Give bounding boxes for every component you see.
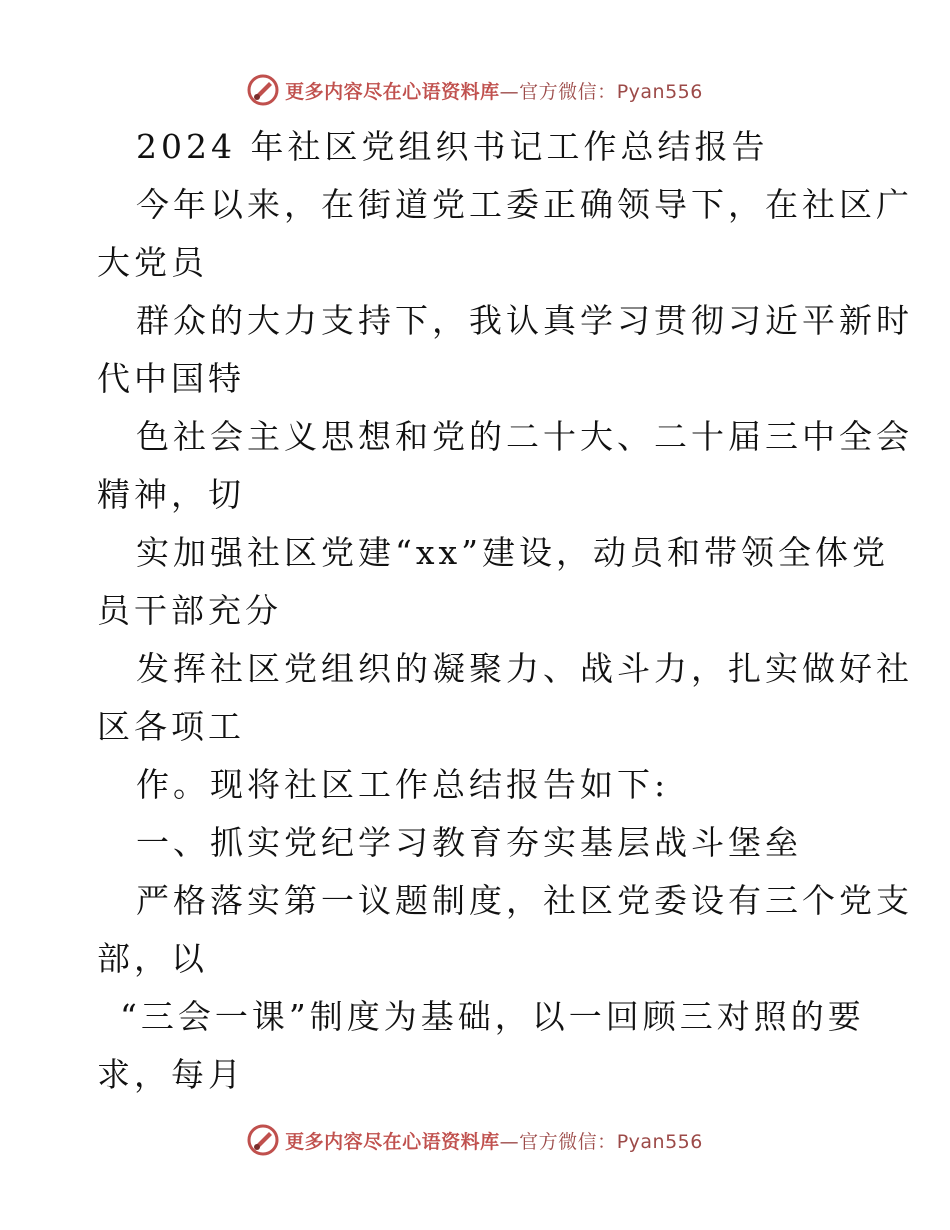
paragraph-line: “三会一课”制度为基础，以一回顾三对照的要 <box>120 997 865 1036</box>
paragraph-line: 色社会主义思想和党的二十大、二十届三中全会 <box>136 417 913 456</box>
library-logo-icon <box>247 1124 279 1156</box>
paragraph-line: 作。现将社区工作总结报告如下: <box>136 765 670 804</box>
watermark-wechat-id: Pyan556 <box>616 80 703 103</box>
paragraph-line: 员干部充分 <box>97 591 282 630</box>
paragraph-line: 精神，切 <box>97 475 245 514</box>
paragraph-line: 求，每月 <box>97 1055 245 1094</box>
paragraph-line: 群众的大力支持下，我认真学习贯彻习近平新时 <box>136 301 913 340</box>
document-title: 2024 年社区党组织书记工作总结报告 <box>136 127 769 166</box>
watermark-text <box>285 1127 703 1154</box>
section-heading: 一、抓实党纪学习教育夯实基层战斗堡垒 <box>136 823 802 862</box>
paragraph-line: 严格落实第一议题制度，社区党委设有三个党支 <box>136 881 913 920</box>
watermark-wechat-label: 官方微信： <box>519 80 617 103</box>
watermark-dash: — <box>499 1130 520 1153</box>
paragraph-line: 大党员 <box>97 243 208 282</box>
paragraph-line: 今年以来，在街道党工委正确领导下，在社区广 <box>136 185 913 224</box>
watermark-library: 更多内容尽在心语资料库 <box>285 80 500 103</box>
paragraph-line: 区各项工 <box>97 707 245 746</box>
watermark-banner-bottom <box>0 1120 950 1160</box>
watermark-library: 更多内容尽在心语资料库 <box>285 1130 500 1153</box>
paragraph-line: 实加强社区党建“xx”建设，动员和带领全体党 <box>136 533 889 572</box>
watermark-text <box>285 77 703 104</box>
library-logo-icon <box>247 74 279 106</box>
watermark-wechat-label: 官方微信： <box>519 1130 617 1153</box>
watermark-banner-top <box>0 70 950 110</box>
paragraph-line: 部，以 <box>97 939 208 978</box>
watermark-wechat-id: Pyan556 <box>616 1130 703 1153</box>
paragraph-line: 代中国特 <box>97 359 245 398</box>
paragraph-line: 发挥社区党组织的凝聚力、战斗力，扎实做好社 <box>136 649 913 688</box>
watermark-dash: — <box>499 80 520 103</box>
